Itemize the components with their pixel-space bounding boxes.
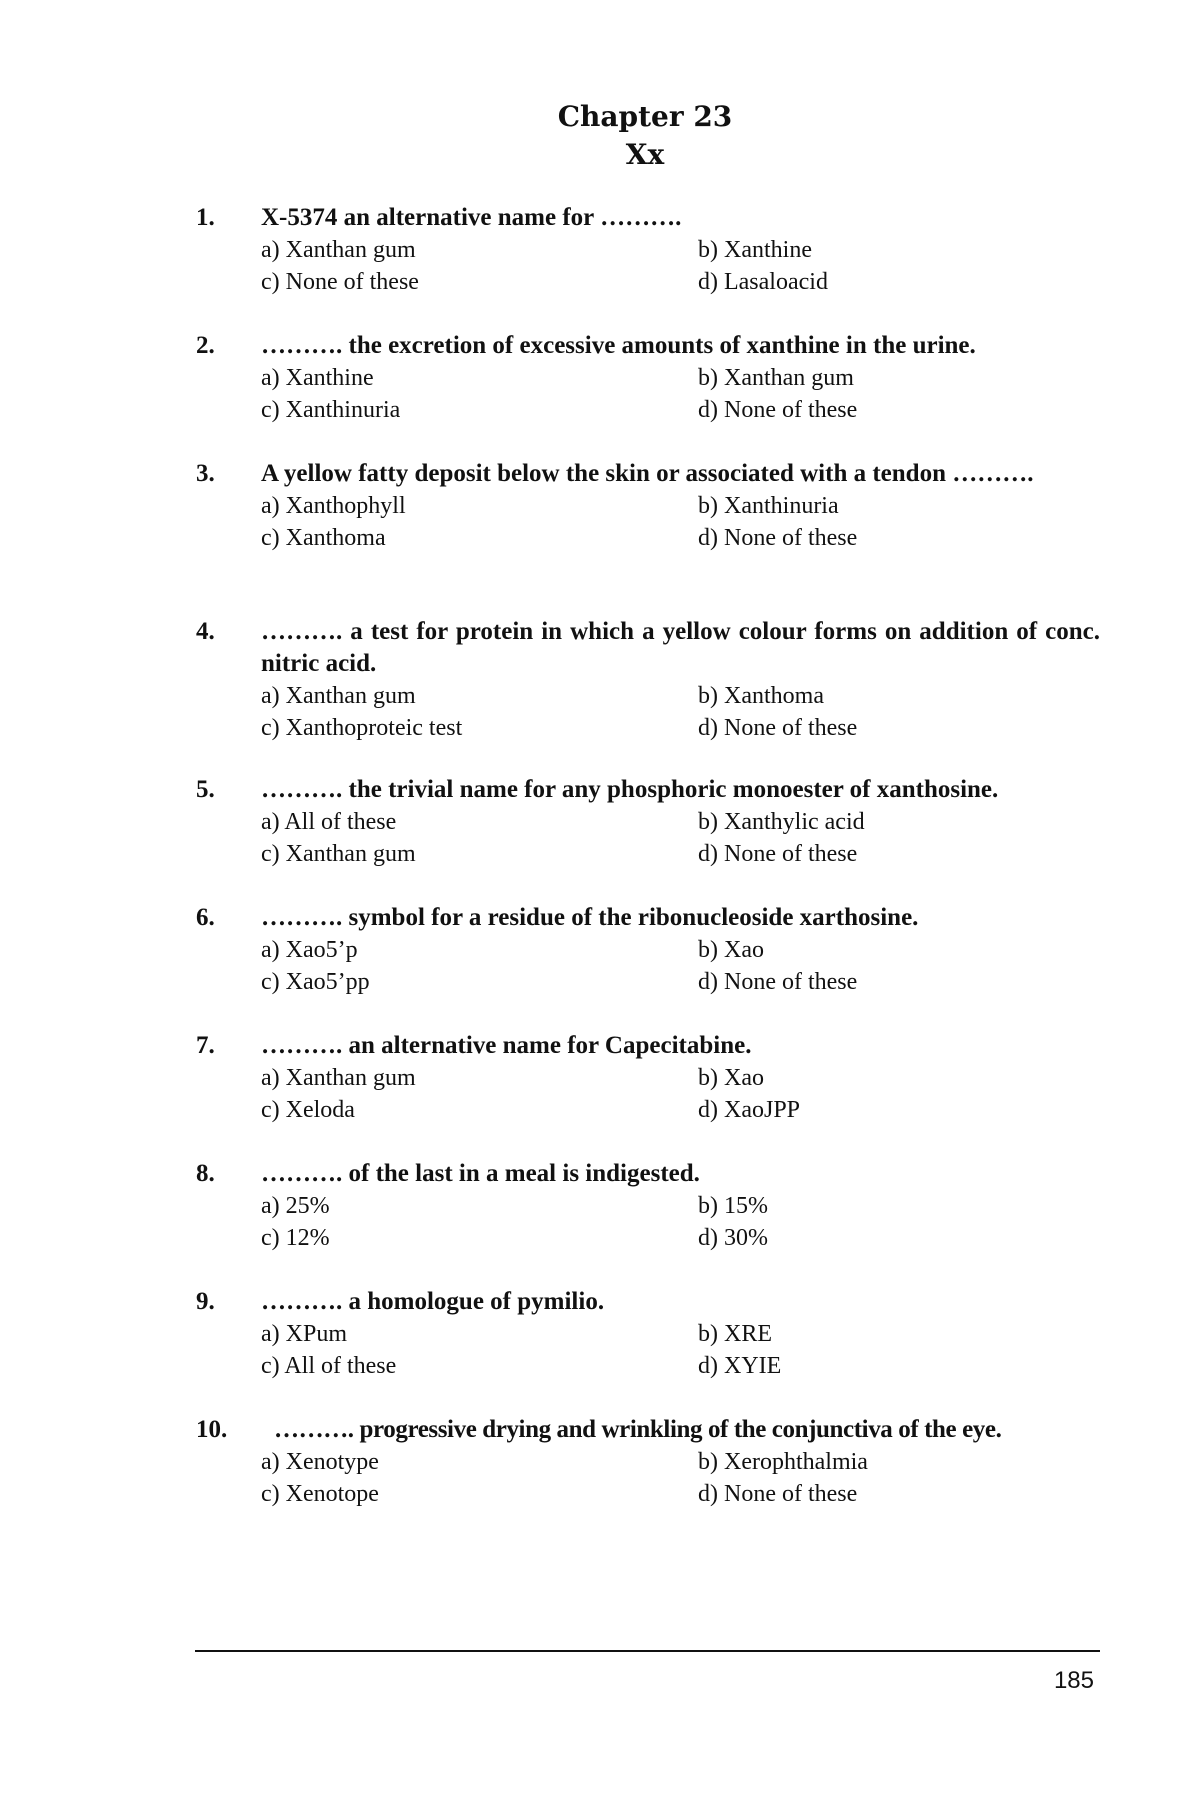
option-c: c) Xanthinuria (261, 397, 401, 423)
question-number: 4. (196, 618, 215, 645)
option-list (261, 1318, 1100, 1382)
option-list (261, 362, 1100, 426)
option-c: c) Xenotope (261, 1481, 379, 1507)
question-5 (196, 774, 1100, 870)
option-b: b) Xanthine (698, 237, 812, 263)
question-10 (196, 1414, 1100, 1510)
question-stem: ………. of the last in a meal is indigested. (261, 1160, 700, 1187)
option-b: b) Xanthan gum (698, 365, 854, 391)
option-list (261, 234, 1100, 298)
option-d: d) XYIE (698, 1353, 782, 1379)
option-d: d) None of these (698, 969, 858, 995)
question-3 (196, 458, 1100, 554)
option-list (261, 680, 1100, 744)
option-b: b) Xerophthalmia (698, 1449, 868, 1475)
question-number: 10. (196, 1416, 228, 1443)
question-8 (196, 1158, 1100, 1254)
option-b: b) Xanthinuria (698, 493, 839, 519)
option-c: c) All of these (261, 1353, 397, 1379)
option-d: d) None of these (698, 525, 858, 551)
question-number: 6. (196, 904, 215, 931)
chapter-subtitle: Xx (625, 138, 665, 171)
question-2 (196, 330, 1100, 426)
question-1 (196, 202, 1100, 298)
question-number: 2. (196, 332, 215, 359)
option-d: d) None of these (698, 715, 858, 741)
question-stem: ………. the excretion of excessive amounts of xanthine in the urine. (261, 332, 976, 359)
option-list (261, 1062, 1100, 1126)
question-stem: ………. progressive drying and wrinkling of the conjunctiva of the eye. (274, 1416, 1002, 1443)
question-number: 1. (196, 204, 215, 231)
option-c: c) 12% (261, 1225, 330, 1251)
option-list (261, 490, 1100, 554)
question-stem: A yellow fatty deposit below the skin or associated with a tendon ………. (261, 460, 1034, 487)
page-number: 185 (1053, 1667, 1094, 1694)
question-7 (196, 1030, 1100, 1126)
question-stem: ………. a homologue of pymilio. (261, 1288, 605, 1315)
option-c: c) Xeloda (261, 1097, 355, 1123)
option-b: b) Xao (698, 937, 764, 963)
option-b: b) Xanthylic acid (698, 809, 865, 835)
option-a: a) 25% (261, 1193, 330, 1219)
option-a: a) Xanthan gum (261, 683, 416, 709)
question-stem: X-5374 an alternative name for ………. (261, 204, 682, 231)
question-9 (196, 1286, 1100, 1382)
option-list (261, 806, 1100, 870)
option-b: b) 15% (698, 1193, 768, 1219)
option-a: a) Xanthine (261, 365, 374, 391)
option-a: a) Xao5’p (261, 937, 358, 963)
chapter-title: Chapter 23 (557, 100, 733, 133)
question-number: 3. (196, 460, 215, 487)
question-number: 9. (196, 1288, 215, 1315)
option-d: d) Lasaloacid (698, 269, 828, 295)
option-a: a) XPum (261, 1321, 347, 1347)
question-4 (196, 616, 1100, 744)
option-d: d) 30% (698, 1225, 768, 1251)
option-a: a) Xanthan gum (261, 1065, 416, 1091)
question-stem: ………. an alternative name for Capecitabine. (261, 1032, 752, 1059)
option-b: b) Xanthoma (698, 683, 824, 709)
option-d: d) XaoJPP (698, 1097, 801, 1123)
question-stem: ………. a test for protein in which a yellow colour forms on addition of conc. nitric acid. (261, 618, 1100, 677)
question-stem: ………. symbol for a residue of the ribonucleoside xarthosine. (261, 904, 919, 931)
option-a: a) Xanthophyll (261, 493, 406, 519)
option-a: a) Xenotype (261, 1449, 379, 1475)
option-list (261, 934, 1100, 998)
question-number: 5. (196, 776, 215, 803)
option-list (261, 1446, 1100, 1510)
option-d: d) None of these (698, 1481, 858, 1507)
question-stem: ………. the trivial name for any phosphoric monoester of xanthosine. (261, 776, 999, 803)
option-c: c) Xanthan gum (261, 841, 416, 867)
option-a: a) All of these (261, 809, 397, 835)
option-b: b) Xao (698, 1065, 764, 1091)
option-d: d) None of these (698, 841, 858, 867)
option-b: b) XRE (698, 1321, 772, 1347)
option-d: d) None of these (698, 397, 858, 423)
question-6 (196, 902, 1100, 998)
option-c: c) Xanthoproteic test (261, 715, 463, 741)
question-number: 7. (196, 1032, 215, 1059)
option-c: c) Xanthoma (261, 525, 386, 551)
option-c: c) None of these (261, 269, 419, 295)
option-list (261, 1190, 1100, 1254)
footer-rule (195, 1650, 1100, 1652)
question-number: 8. (196, 1160, 215, 1187)
option-a: a) Xanthan gum (261, 237, 416, 263)
option-c: c) Xao5’pp (261, 969, 370, 995)
